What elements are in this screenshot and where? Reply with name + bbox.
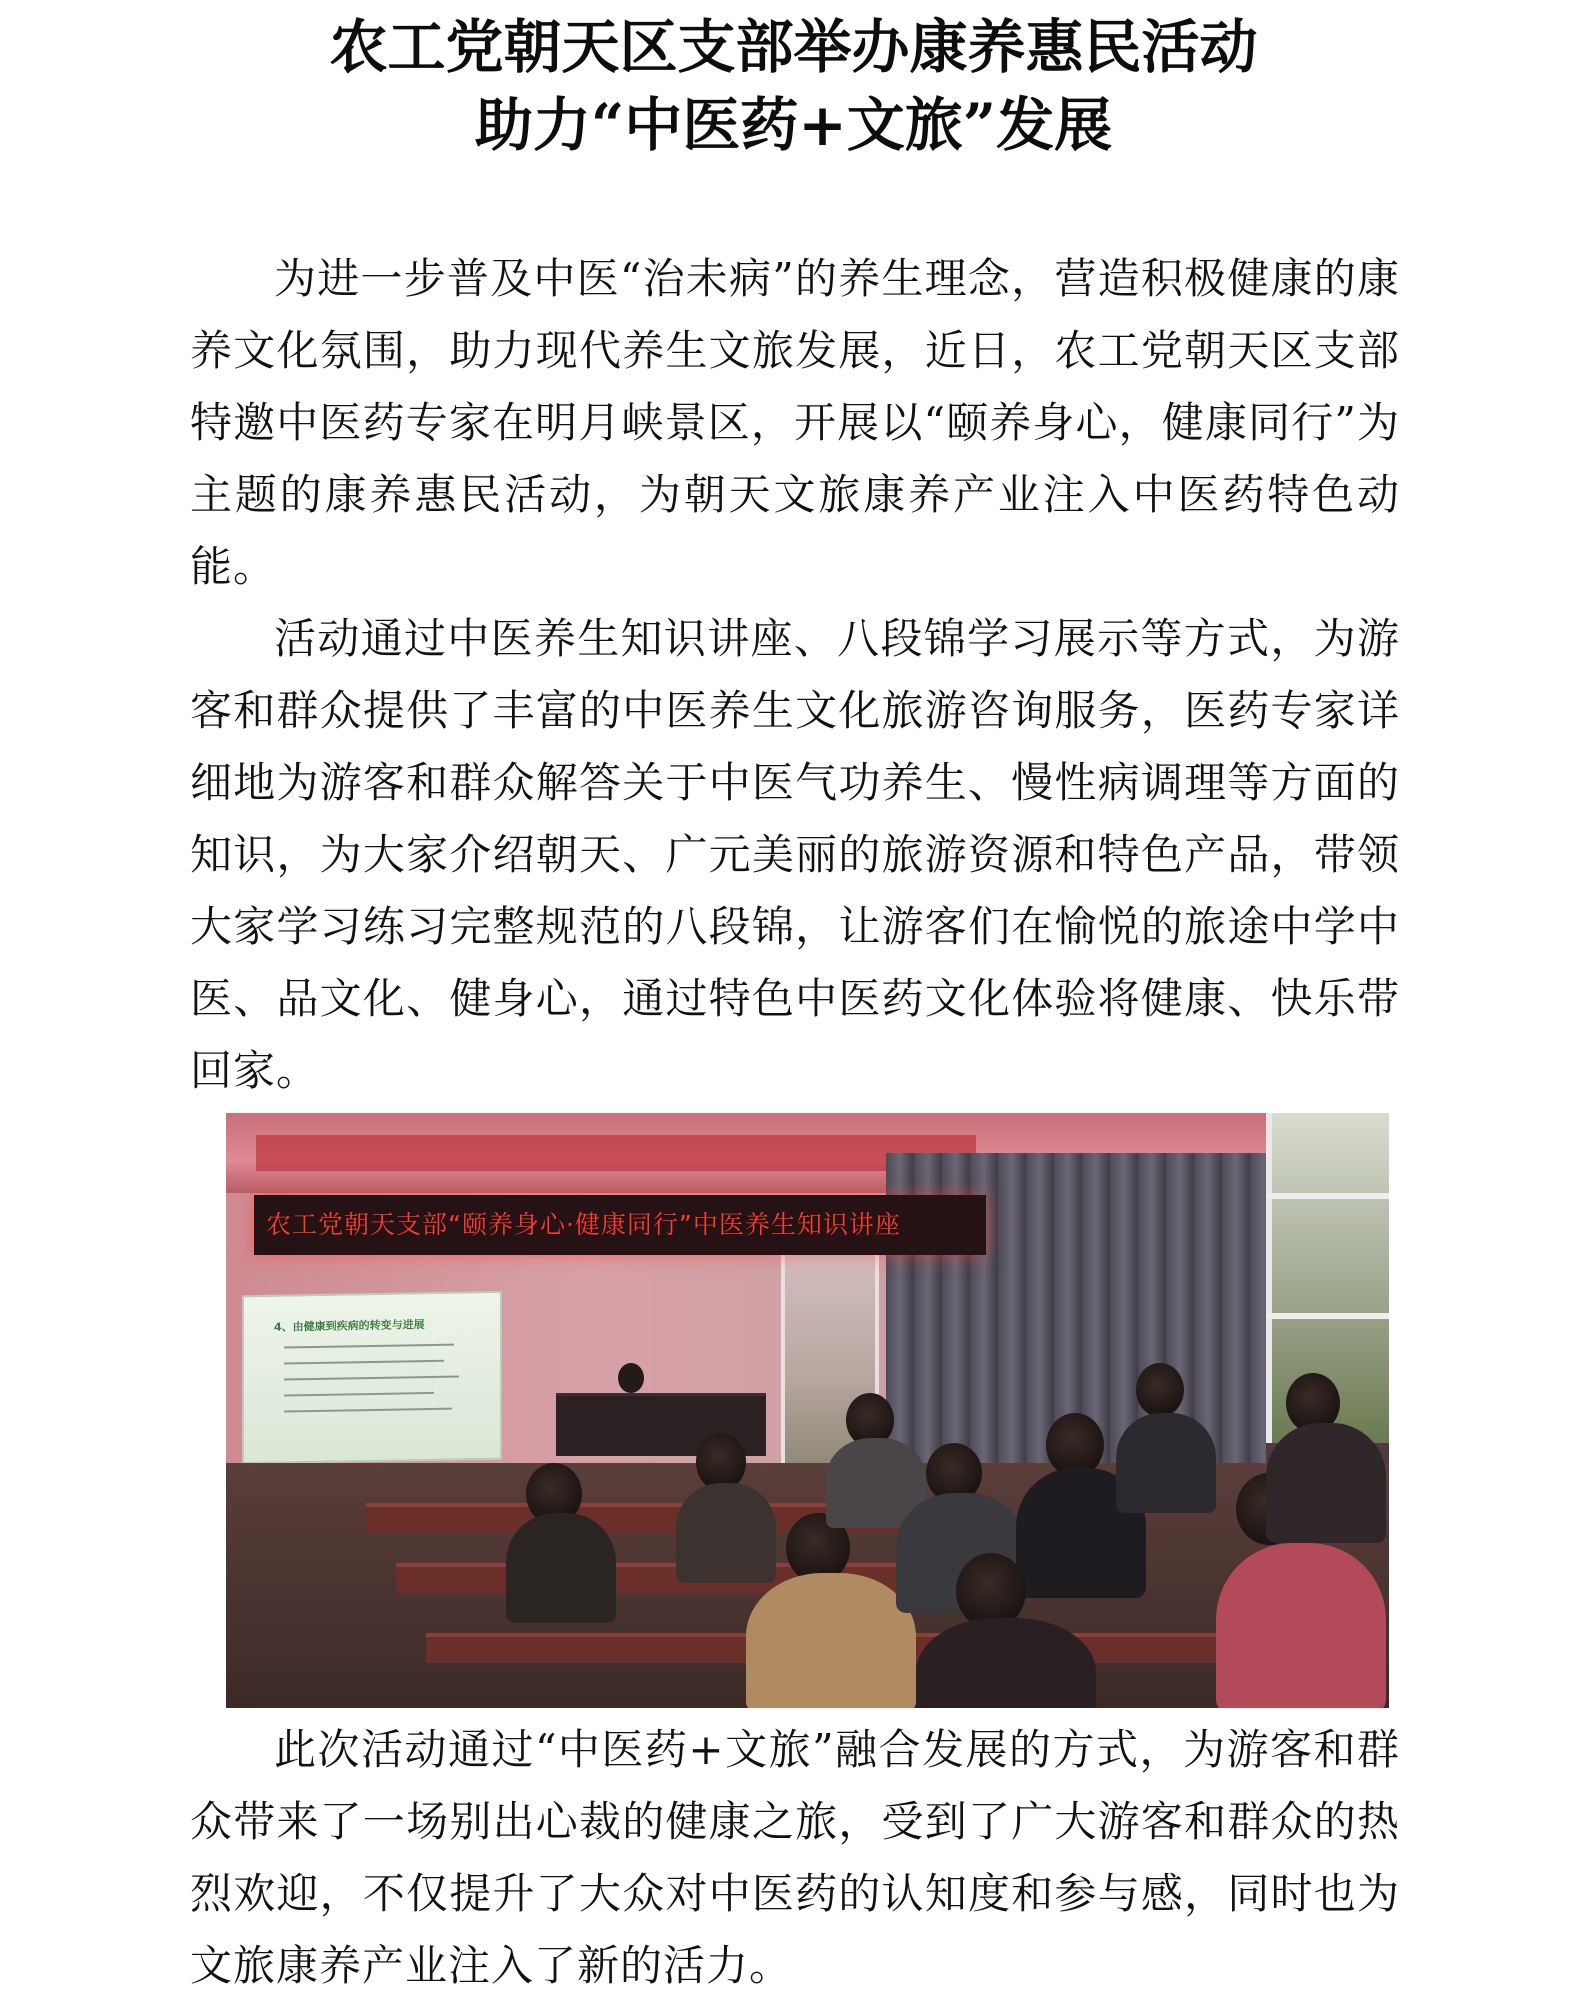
audience-body (676, 1483, 776, 1583)
article-paragraph-1: 为进一步普及中医“治未病”的养生理念，营造积极健康的康养文化氛围，助力现代养生文旅发展，近日，农工党朝天区支部特邀中医药专家在明月峡景区，开展以“颐养身心，健康同行”为主题的康养惠民活动，为朝天文旅康养产业注入中医药特色动能。 (190, 254, 1400, 591)
screen-heading: 4、由健康到疾病的转变与进展 (274, 1318, 425, 1334)
audience-body (1266, 1423, 1386, 1543)
photo-speaker (618, 1363, 644, 1393)
article-title-line-2: 助力“中医药+文旅”发展 (474, 91, 1113, 159)
article-title-line-1: 农工党朝天区支部举办康养惠民活动 (329, 13, 1258, 81)
audience-body (506, 1513, 616, 1623)
article-paragraph-3: 此次活动通过“中医药+文旅”融合发展的方式，为游客和群众带来了一场别出心裁的健康之旅，受到了广大游客和群众的热烈欢迎，不仅提升了大众对中医药的认知度和参与感，同时也为文旅康养产业注入了新的活力。 (190, 1725, 1400, 1990)
photo-led-banner: 农工党朝天支部“颐养身心·健康同行”中医养生知识讲座 (254, 1195, 986, 1255)
article-paragraph-2: 活动通过中医养生知识讲座、八段锦学习展示等方式，为游客和群众提供了丰富的中医养生文化旅游咨询服务，医药专家详细地为游客和群众解答关于中医气功养生、慢性病调理等方面的知识，为大家介绍朝天、广元美丽的旅游资源和特色产品，带领大家学习练习完整规范的八段锦，让游客们在愉悦的旅途中学中医、品文化、健身心，通过特色中医药文化体验将健康、快乐带回家。 (190, 614, 1400, 1095)
audience-body (916, 1618, 1096, 1708)
screen-text-line (284, 1360, 444, 1365)
photo-window-frame (1266, 1193, 1389, 1199)
screen-text-line (284, 1392, 434, 1397)
screen-text-line (284, 1408, 452, 1413)
audience-body (1116, 1413, 1216, 1513)
photo-projection-screen (242, 1291, 502, 1465)
audience-body (746, 1573, 916, 1708)
audience-body (1216, 1543, 1386, 1708)
event-photo (226, 1113, 1389, 1708)
audience-head (1136, 1363, 1184, 1417)
screen-text-line (284, 1344, 454, 1349)
photo-ceiling-led (256, 1135, 976, 1171)
screen-text-line (284, 1375, 459, 1380)
photo-window-frame (1266, 1313, 1389, 1319)
